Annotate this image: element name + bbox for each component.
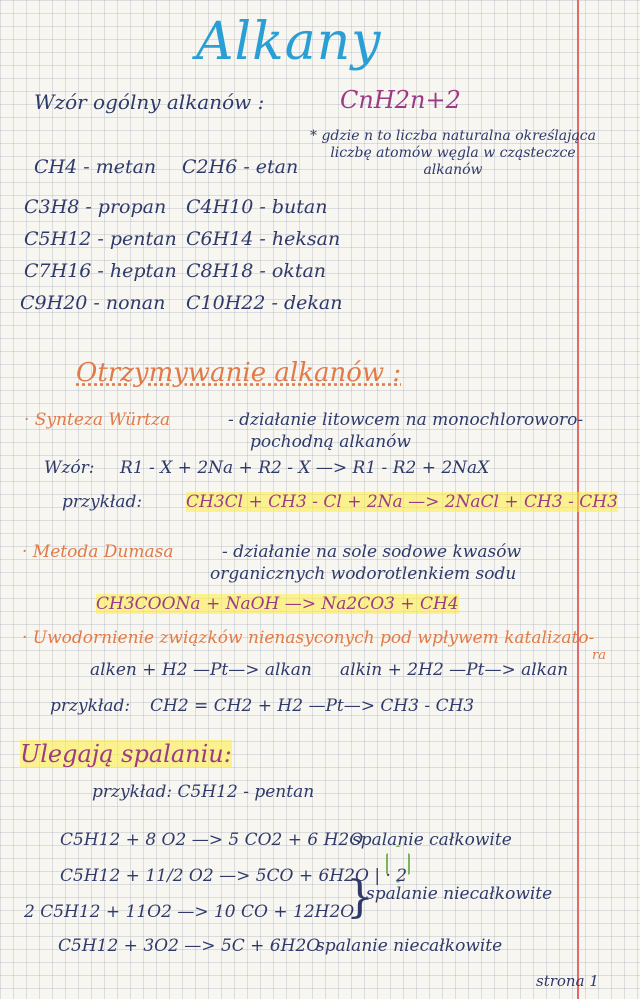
section-heading-combustion: Ulegają spalaniu: bbox=[20, 740, 232, 768]
dumas-reaction: CH3COONa + NaOH —> Na2CO3 + CH4 bbox=[96, 594, 459, 614]
combustion-type-2: spalanie niecałkowite bbox=[366, 884, 553, 904]
hydrogenation-reaction-2: alkin + 2H2 —Pt—> alkan bbox=[340, 660, 569, 680]
hydrogenation-example-label: przykład: bbox=[50, 696, 131, 716]
dumas-desc-2: organicznych wodorotlenkiem sodu bbox=[210, 564, 517, 584]
wurtz-formula-label: Wzór: bbox=[44, 458, 95, 478]
alkane-item: CH4 - metan bbox=[34, 156, 157, 178]
dumas-desc-1: - działanie na sole sodowe kwasów bbox=[222, 542, 521, 562]
general-formula: CnH2n+2 bbox=[340, 86, 461, 114]
combustion-type-4: spalanie niecałkowite bbox=[316, 936, 503, 956]
combustion-reaction-3: 2 C5H12 + 11O2 —> 10 CO + 12H2O bbox=[24, 902, 355, 922]
hydrogenation-name-cont: ra bbox=[592, 648, 606, 663]
hydrogenation-name: · Uwodornienie związków nienasyconych pod wpływem katalizato- bbox=[22, 628, 595, 648]
page-title: Alkany bbox=[196, 12, 382, 72]
alkane-item: C8H18 - oktan bbox=[186, 260, 327, 282]
combustion-type-1: spalanie całkowite bbox=[352, 830, 512, 850]
general-formula-note: * gdzie n to liczba naturalna określająca liczbę atomów węgla w cząsteczce alkanów bbox=[310, 128, 596, 178]
combustion-reaction-2: C5H12 + 11/2 O2 —> 5CO + 6H2O | · 2 bbox=[60, 866, 408, 886]
section-heading-obtaining: Otrzymywanie alkanów : bbox=[76, 358, 402, 388]
wurtz-example-label: przykład: bbox=[62, 492, 143, 512]
wurtz-desc-1: - działanie litowcem na monochloroworo- bbox=[228, 410, 584, 430]
alkane-item: C3H8 - propan bbox=[24, 196, 167, 218]
wurtz-name: · Synteza Würtza bbox=[24, 410, 171, 430]
alkane-item: C10H22 - dekan bbox=[186, 292, 343, 314]
brace-icon: } bbox=[346, 872, 374, 923]
alkane-item: C2H6 - etan bbox=[182, 156, 299, 178]
hydrogenation-example: CH2 = CH2 + H2 —Pt—> CH3 - CH3 bbox=[150, 696, 475, 716]
alkane-item: C4H10 - butan bbox=[186, 196, 328, 218]
wurtz-desc-2: pochodną alkanów bbox=[250, 432, 411, 452]
wurtz-example: CH3Cl + CH3 - Cl + 2Na —> 2NaCl + CH3 - CH3 bbox=[186, 492, 618, 512]
combustion-reaction-4: C5H12 + 3O2 —> 5C + 6H2O bbox=[58, 936, 321, 956]
alkane-item: C5H12 - pentan bbox=[24, 228, 177, 250]
alkane-item: C9H20 - nonan bbox=[20, 292, 166, 314]
wurtz-formula: R1 - X + 2Na + R2 - X —> R1 - R2 + 2NaX bbox=[120, 458, 490, 478]
hydrogenation-reaction-1: alken + H2 —Pt—> alkan bbox=[90, 660, 312, 680]
page-number: strona 1 bbox=[536, 972, 599, 990]
dumas-name: · Metoda Dumasa bbox=[22, 542, 174, 562]
combustion-reaction-1: C5H12 + 8 O2 —> 5 CO2 + 6 H2O bbox=[60, 830, 364, 850]
combustion-example-label: przykład: C5H12 - pentan bbox=[92, 782, 315, 802]
general-formula-label: Wzór ogólny alkanów : bbox=[34, 90, 265, 114]
alkane-item: C7H16 - heptan bbox=[24, 260, 177, 282]
alkane-item: C6H14 - heksan bbox=[186, 228, 341, 250]
